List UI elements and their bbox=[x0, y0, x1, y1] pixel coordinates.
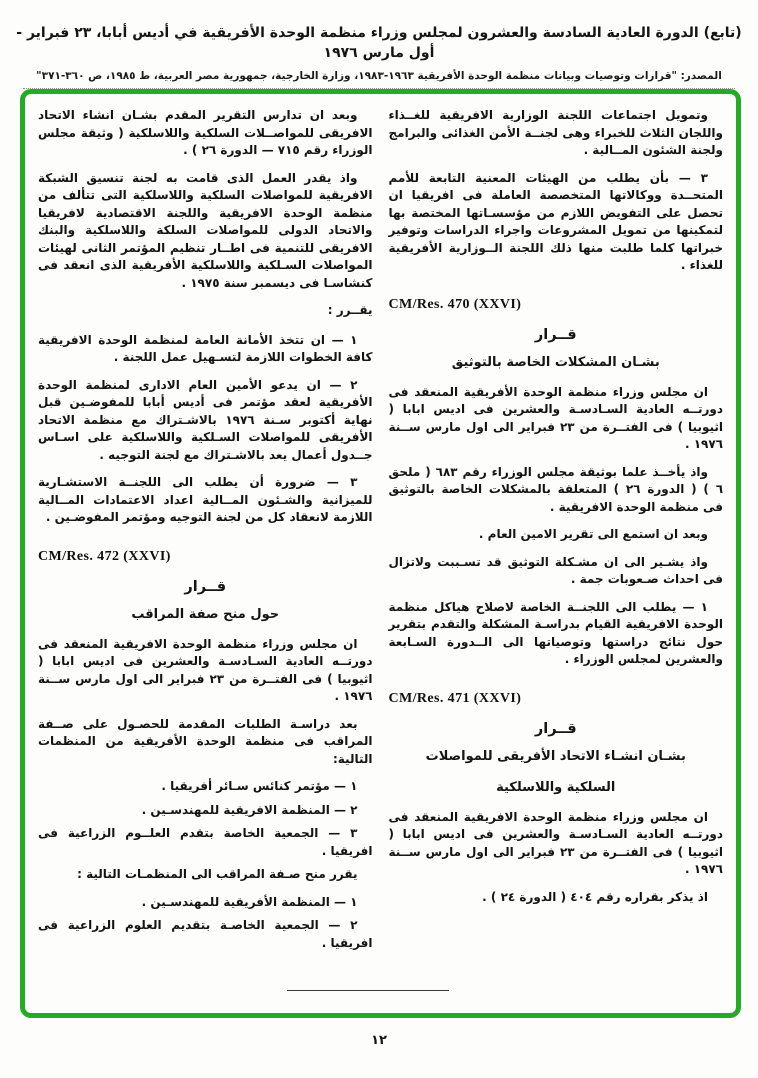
resolution-subtitle: بشـان انشـاء الاتحاد الأفريقى للمواصلات bbox=[425, 748, 686, 764]
resolution-title: قــرار bbox=[184, 578, 227, 595]
paragraph: ان مجلس وزراء منظمة الوحدة الافريقية المنعقد فى دورتــه العادية السـادسـة والعشرين فى اديس ابابا ( اثيوبيا ) فى الفتــرة من ٢٣ فبراير الى اول مارس ســنة ١٩٧٦ . bbox=[388, 809, 723, 877]
paragraph: ١ — ان تتخذ الأمانة العامة لمنظمة الوحدة الافريقية كافة الخطوات اللازمة لتسـهيل عمل اللجنة . bbox=[38, 332, 373, 364]
paragraph: اذ يذكر بقراره رقم ٤٠٤ ( الدورة ٢٤ ) . bbox=[482, 889, 708, 904]
header-source-line: المصدر: "قرارات وتوصيات وبيانات منظمة الوحدة الأفريقية ١٩٦٣-١٩٨٣، وزارة الخارجية، جمهورية مصر العربية، ط ١٩٨٥، ص ٣٦٠-٣٧١" bbox=[36, 70, 722, 83]
paragraph: واذ يشـير الى ان مشـكلة التوثيق قد تسـببت ولاتزال فى احداث صـعوبات جمة . bbox=[388, 554, 723, 587]
paragraph: بعد دراسـة الطلبات المقدمة للحصـول على صــفة المراقب فى منظمة الوحدة الأفريقية من المنظمات التالية: bbox=[38, 716, 373, 766]
resolution-title: قــرار bbox=[534, 720, 577, 737]
column-right bbox=[389, 107, 724, 1013]
resolution-subtitle: بشـان المشكلات الخاصة بالتوثيق bbox=[451, 354, 660, 370]
list-item: ٢ — الجمعية الخاصـة بتقديم العلوم الزراعية فى افريقيا . bbox=[38, 918, 373, 950]
paragraph: يقرر منح صـفة المراقب الى المنظمـات التالية : bbox=[77, 867, 358, 882]
paragraph: ١ — يطلب الى اللجنــة الخاصة لاصلاح هياكل منظمة الوحدة الافريقية القيام بدراسـة المشكلة والتقدم بتقرير حول نتائج دراستها وتوصياتها الى الــدورة السـابعة والعشرين لمجلس الوزراء . bbox=[388, 599, 723, 667]
paragraph: وبعد ان استمع الى تقرير الامين العام . bbox=[478, 527, 708, 542]
paragraph: ٢ — ان يدعو الأمين العام الادارى لمنظمة الوحدة الأفريقية لعقد مؤتمر فى أديس أبابا للمفوضـين قبل نهاية أكتوبر سـنة ١٩٧٦ بالاشـتراك مع منظمة الاتحاد الأفريقى للمواصلات السـلكية واللاسلكية على اسـاس جــدول أعمال يعد بالاشـتراك مع لجنة التوجيه . bbox=[38, 377, 373, 462]
header-session-title: (تابع) الدورة العادية السادسة والعشرون لمجلس وزراء منظمة الوحدة الأفريقية في أديس أبابا، ٢٣ فبراير - أول مارس ١٩٧٦ bbox=[16, 25, 742, 61]
list-item: ١ — المنظمة الأفريقية للمهندسـين . bbox=[141, 894, 358, 909]
content-frame bbox=[20, 89, 741, 1018]
resolution-ref: CM/Res. 471 (XXVI) bbox=[388, 690, 522, 706]
paragraph: ٣ — ضرورة أن يطلب الى اللجنــة الاستشـارية للميزانية والشـئون المــالية اعداد الاعتمادات المــالية اللازمة لانعقاد كل من لجنة التوجيه ومؤتمر المفوضـين . bbox=[38, 475, 373, 524]
paragraph: وبعد ان تدارس التقرير المقدم بشـان انشاء الاتحاد الافريقى للمواصــلات السلكية واللاسلكية ( وثيقة مجلس الوزراء رقم ٧١٥ — الدورة ٢٦ ) . bbox=[38, 108, 373, 157]
list-item: ٢ — المنظمة الافريقية للمهندسـين . bbox=[141, 802, 358, 817]
paragraph: واذ يقدر العمل الذى قامت به لجنة تنسيق الشبكة الافريقية للمواصلات السلكية واللاسلكية التى تتألف من منظمة الوحدة الافريقية واللجنة الاقتصادية لافريقيا والاتحاد الدولى للمواصلات السلكة واللاسلكية والبنك الافريقى للتنمية فى اطــار تنظيم المؤتمر الثانى لهيئات المواصلات السـلكية واللاسلكية الأفريقية الذى انعقد فى كنشاسـا فى ديسمبر سنة ١٩٧٥ . bbox=[38, 170, 373, 290]
resolution-title: قــرار bbox=[534, 326, 577, 343]
page-header bbox=[0, 0, 758, 89]
page-number: ١٢ bbox=[371, 1033, 387, 1048]
column-left bbox=[38, 107, 373, 1013]
paragraph: ٣ — بأن يطلب من الهيئات المعنية التابعة للأمم المتحــدة ووكالاتها المتخصصة العاملة فى افريقيا ان تحصل على التفويض اللازم من مؤسسـاتها المختصة بها لتمكينها من تمويل المشروعات واجراء الدراسات وتوفير خبراتها كلما طلبت منها ذلك اللجنة الــوزارية الأفريقية للغذاء . bbox=[388, 170, 723, 272]
resolution-subtitle: حول منح صفة المراقب bbox=[131, 606, 280, 622]
footnote-rule bbox=[287, 990, 449, 991]
paragraph: واذ يأخــذ علما بوثيقة مجلس الوزراء رقم ٦٨٣ ( ملحق ٦ ) ( الدورة ٢٦ ) المتعلقة بالمشكلات الخاصة بالتوثيق فى منظمة الوحدة الافريقية . bbox=[388, 464, 724, 514]
resolution-ref: CM/Res. 470 (XXVI) bbox=[388, 296, 522, 312]
paragraph: ان مجلس وزراء منظمة الوحدة الافريقية المنعقد فى دورتــه العادية السـادسـة والعشرين فى اديس ابابا ( اثيوبيا ) فى الفتــرة من ٢٣ فبراير الى اول مارس ســنة ١٩٧٦ . bbox=[38, 636, 373, 704]
paragraph: وتمويل اجتماعات اللجنة الوزارية الافريقية للغــذاء واللجان الثلاث للخبراء وهى لجنــة الأمن الغذائى والبرامج ولجنة الشئون المــالية . bbox=[388, 108, 723, 157]
list-item: ٣ — الجمعية الخاصة بتقدم العلــوم الزراعية فى افريقيا . bbox=[38, 826, 373, 858]
resolution-ref: CM/Res. 472 (XXVI) bbox=[38, 548, 171, 564]
text-columns bbox=[25, 94, 736, 1013]
resolution-subtitle: السلكية واللاسلكية bbox=[496, 779, 616, 795]
list-item: ١ — مؤتمر كنائس سـائر أفريقيا . bbox=[161, 779, 358, 794]
paragraph: ان مجلس وزراء منظمة الوحدة الأفريقية المنعقد فى دورتــه العادية السـادسـة والعشرين فى اديس ابابا ( اثيوبيا ) فى الفتــرة من ٢٣ فبراير الى اول مارس ســنة ١٩٧٦ . bbox=[388, 384, 723, 452]
decides-label: يقــرر : bbox=[327, 303, 373, 317]
